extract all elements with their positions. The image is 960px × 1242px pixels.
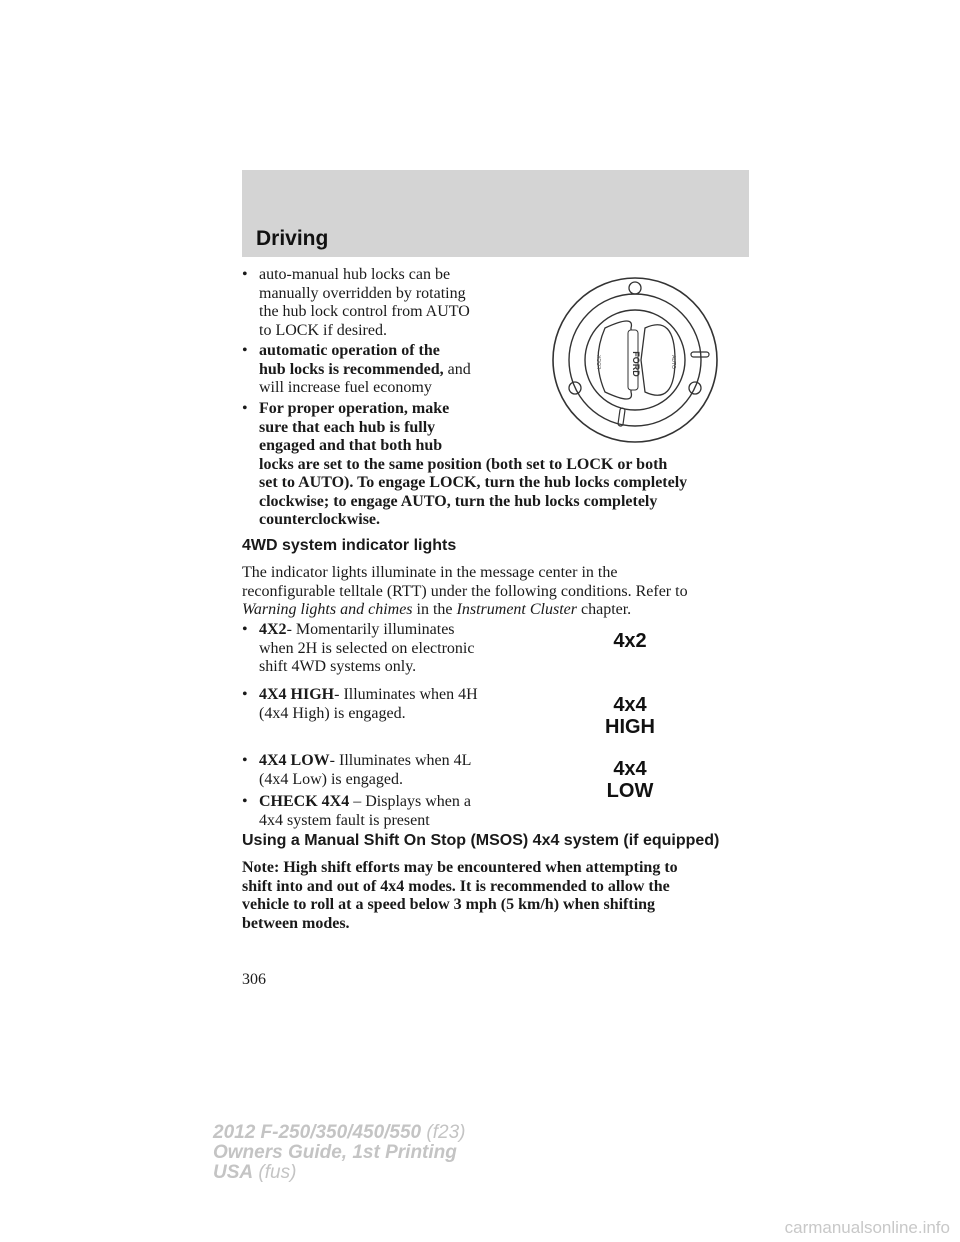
bullet-marker: • [242,793,248,810]
section-header-band [242,170,749,257]
intro-paragraph: The indicator lights illuminate in the message center in the reconfigurable telltale (RTT) under the following conditions. Refer to Warning lights and chimes in the Instrument Cluster chapter. [242,564,688,618]
indicator-4x4-high-text: 4X4 HIGH- Illuminates when 4H (4x4 High) is engaged. [259,686,478,722]
indicator-4x2-text: 4X2- Momentarily illuminates when 2H is selected on electronic shift 4WD systems only. [259,621,475,675]
lock-label: LOCK [597,355,603,369]
bullet-proper-operation: For proper operation, make sure that each hub is fully engaged and that both hub locks are set to the same position (both set to LOCK or both set to AUTO). To engage LOCK, turn the hub locks completely clockwise; to engage AUTO, turn the hub locks completely counterclockwise. [259,400,688,528]
heading-indicator-lights: 4WD system indicator lights [242,537,457,554]
section-title: Driving [256,227,329,250]
bullet-hub-override: auto-manual hub locks can be manually overridden by rotating the hub lock control from AUTO to LOCK if desired. [259,266,470,339]
bullet-marker: • [242,266,248,283]
brand-label: FORD [631,351,641,377]
indicator-check-4x4-text: CHECK 4X4 – Displays when a 4x4 system fault is present [259,793,471,829]
auto-label: AUTO [670,355,676,369]
document-footer: 2012 F-250/350/450/550 (f23) Owners Guide, 1st Printing USA (fus) [213,1122,466,1183]
indicator-symbol-4x4-low: 4x4 LOW [606,758,654,802]
bullet-marker: • [242,621,248,638]
indicator-symbol-4x4-high: 4x4 HIGH [605,694,655,738]
note-paragraph: Note: High shift efforts may be encountered when attempting to shift into and out of 4x4 modes. It is recommended to allow the vehicle to roll at a speed below 3 mph (5 km/h) when shifting between modes. [242,859,678,932]
heading-msos: Using a Manual Shift On Stop (MSOS) 4x4 system (if equipped) [242,832,720,849]
hub-lock-illustration [545,270,725,450]
bullet-marker: • [242,752,248,769]
indicator-4x4-low-text: 4X4 LOW- Illuminates when 4L (4x4 Low) is engaged. [259,752,472,788]
watermark: carmanualsonline.info [784,1218,950,1237]
indicator-symbol-4x2: 4x2 [613,630,647,652]
page-number: 306 [242,971,266,988]
bullet-auto-recommended: automatic operation of the hub locks is recommended, and will increase fuel economy [259,342,471,396]
bullet-marker: • [242,342,248,359]
bullet-marker: • [242,686,248,703]
bullet-marker: • [242,400,248,417]
